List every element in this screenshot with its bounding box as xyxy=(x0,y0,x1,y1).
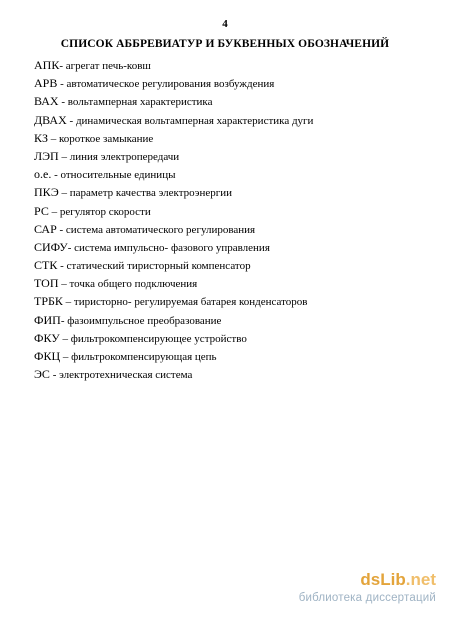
abbreviation-item xyxy=(34,274,434,292)
abbreviation-term: ВАХ xyxy=(34,94,59,109)
abbreviation-term: о.е. xyxy=(34,167,52,182)
abbreviation-item xyxy=(34,220,434,238)
abbreviation-definition: короткое замыкание xyxy=(59,132,154,145)
abbreviation-definition: линия электропередачи xyxy=(69,150,180,163)
abbreviation-definition: система импульсно- фазового управления xyxy=(74,241,270,254)
abbreviation-definition: относительные единицы xyxy=(60,169,176,182)
abbreviation-definition: параметр качества электроэнергии xyxy=(69,187,233,200)
abbreviation-separator: – xyxy=(58,187,70,200)
abbreviation-term: РС xyxy=(34,203,49,218)
abbreviation-separator: - xyxy=(66,114,76,127)
abbreviation-item xyxy=(34,202,434,220)
abbreviation-item xyxy=(34,183,434,201)
abbreviation-term: АПК xyxy=(34,58,60,72)
abbreviation-item xyxy=(34,329,434,347)
watermark-logo-domain: .net xyxy=(405,570,436,589)
abbreviation-separator: - xyxy=(60,314,68,327)
abbreviation-separator: – xyxy=(48,132,60,145)
abbreviation-definition: точка общего подключения xyxy=(69,278,198,291)
abbreviation-item xyxy=(34,56,434,74)
abbreviation-item xyxy=(34,147,434,165)
abbreviation-definition: регулятор скорости xyxy=(59,205,151,218)
abbreviation-separator: - xyxy=(58,96,68,109)
abbreviation-term: СТК xyxy=(34,258,58,273)
abbreviation-definition: автоматическое регулирования возбуждения xyxy=(66,78,275,91)
abbreviation-term: ФИП xyxy=(34,312,61,327)
abbreviation-definition: электротехническая система xyxy=(59,369,193,382)
abbreviation-separator: - xyxy=(59,60,66,72)
abbreviation-term: ФКУ xyxy=(34,330,60,345)
watermark xyxy=(236,570,436,606)
abbreviation-definition: система автоматического регулирования xyxy=(65,223,256,236)
abbreviation-term: ЛЭП xyxy=(34,148,59,163)
abbreviation-separator: – xyxy=(58,278,70,291)
abbreviation-item xyxy=(34,74,434,92)
abbreviation-separator: – xyxy=(60,351,72,363)
page-number: 4 xyxy=(222,18,228,30)
watermark-caption: библиотека диссертаций xyxy=(298,592,436,604)
abbreviation-item xyxy=(34,129,434,147)
abbreviation-term: АРВ xyxy=(34,76,58,91)
abbreviation-term: ДВАХ xyxy=(34,112,67,127)
abbreviation-definition: вольтамперная характеристика xyxy=(67,96,213,109)
abbreviation-separator: - xyxy=(56,223,66,236)
abbreviation-item xyxy=(34,111,434,129)
page-title: СПИСОК АББРЕВИАТУР И БУКВЕННЫХ ОБОЗНАЧЕНИЙ xyxy=(60,38,390,50)
abbreviation-item xyxy=(34,256,434,274)
abbreviation-term: ФКЦ xyxy=(34,349,61,363)
abbreviation-definition: фильтрокомпенсирующее устройство xyxy=(70,332,247,345)
abbreviation-separator: - xyxy=(57,260,67,273)
abbreviation-item xyxy=(34,292,434,310)
abbreviation-term: КЗ xyxy=(34,130,49,145)
abbreviation-definition: фазоимпульсное преобразование xyxy=(67,314,222,327)
abbreviation-term: СИФУ xyxy=(34,239,68,254)
abbreviation-list xyxy=(34,56,434,383)
abbreviation-definition: фильтрокомпенсирующая цепь xyxy=(71,351,217,363)
abbreviation-definition: статический тиристорный компенсатор xyxy=(66,260,251,273)
abbreviation-term: ПКЭ xyxy=(34,185,59,200)
abbreviation-separator: – xyxy=(58,150,70,163)
abbreviation-item xyxy=(34,365,434,383)
abbreviation-item xyxy=(34,92,434,110)
abbreviation-separator: - xyxy=(51,169,61,182)
watermark-logo xyxy=(236,570,436,590)
abbreviation-separator: - xyxy=(67,241,75,254)
abbreviation-separator: – xyxy=(59,332,71,345)
abbreviation-definition: агрегат печь-ковш xyxy=(65,60,151,72)
abbreviation-definition: динамическая вольтамперная характеристика дуги xyxy=(75,114,314,127)
abbreviation-separator: - xyxy=(57,78,67,91)
abbreviation-item xyxy=(34,238,434,256)
abbreviation-separator: – xyxy=(48,205,60,218)
abbreviation-definition: тиристорно- регулируемая батарея конденсаторов xyxy=(73,296,308,309)
abbreviation-term: САР xyxy=(34,221,57,236)
abbreviation-separator: - xyxy=(49,369,60,382)
abbreviation-item xyxy=(34,311,434,329)
abbreviation-item xyxy=(34,165,434,183)
abbreviation-term: ТРБК xyxy=(34,294,63,309)
abbreviation-item xyxy=(34,347,434,365)
abbreviation-term: ТОП xyxy=(34,276,59,291)
abbreviation-term: ЭС xyxy=(34,367,50,382)
watermark-logo-text: dsLib xyxy=(360,570,406,589)
abbreviation-separator: – xyxy=(62,296,74,309)
